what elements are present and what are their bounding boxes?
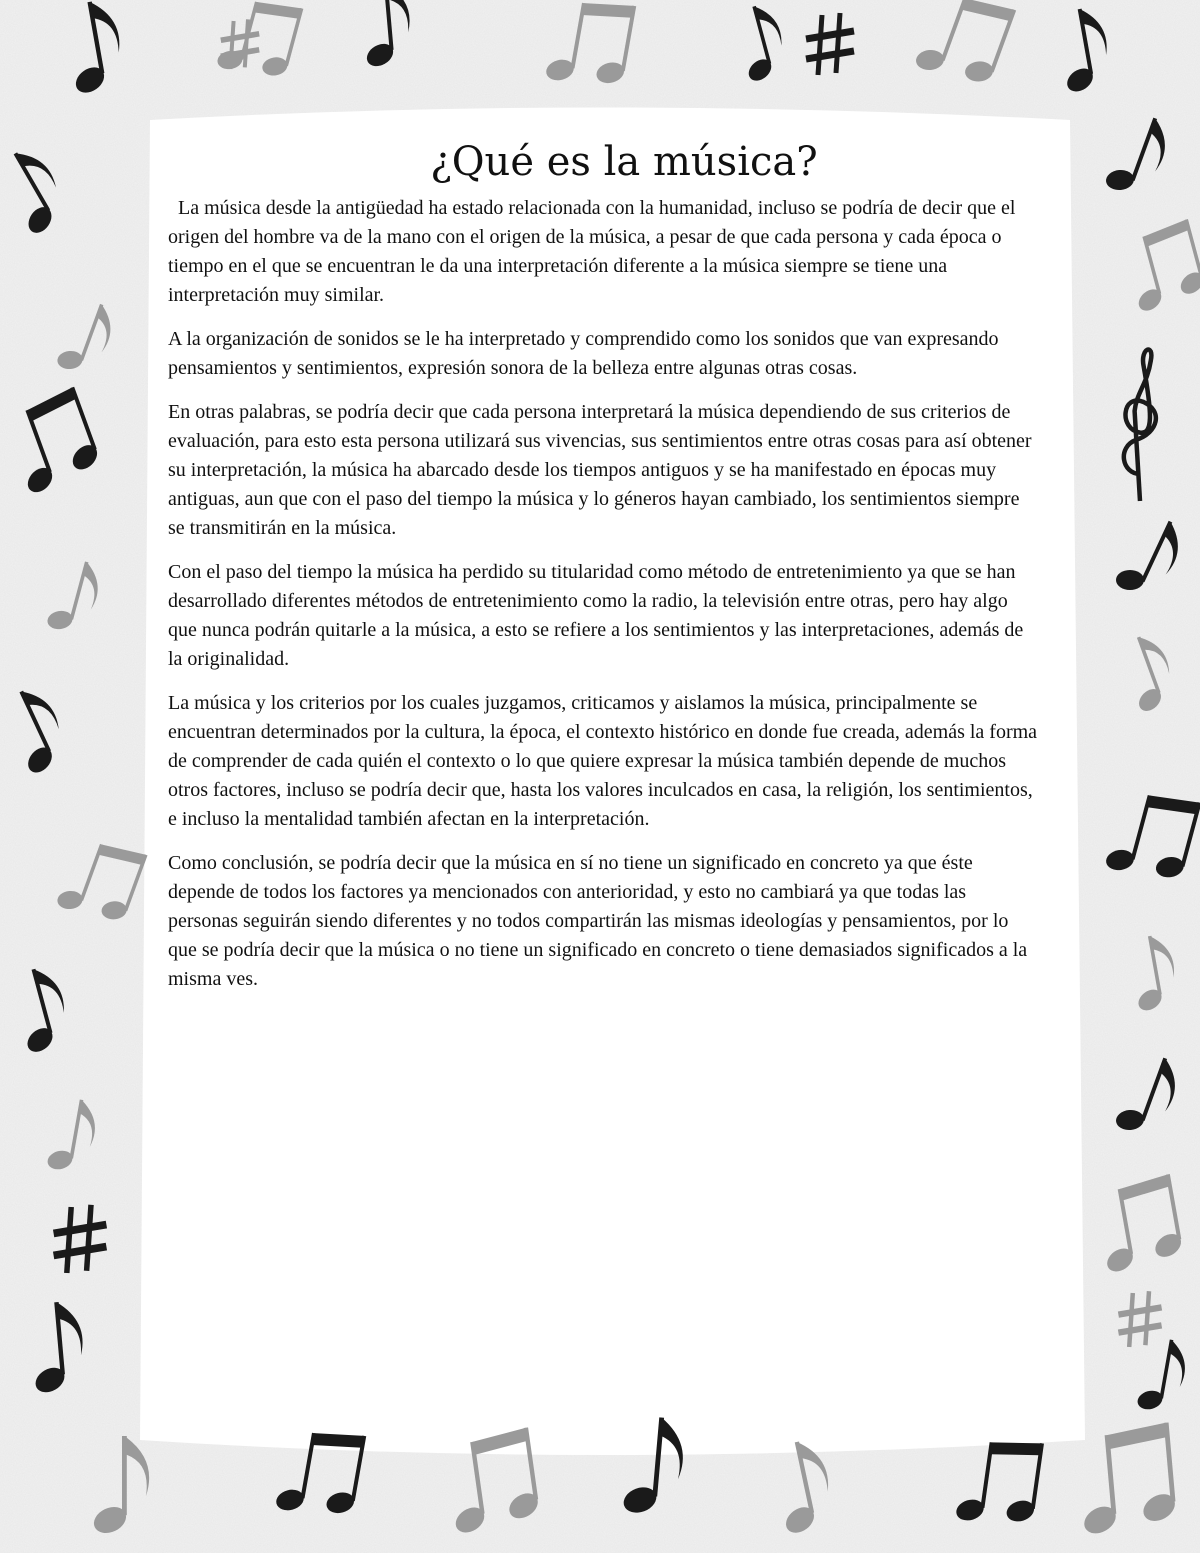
paragraph-interpretation: En otras palabras, se podría decir que cada persona interpretará la música dependiendo de sus criterios de evaluación, para esto esta persona utilizará sus vivencias, sus sentimientos entre otras cosas para así obtener su interpretación, la música ha abarcado desde los tiempos antiguos y se ha manifestado en épocas muy antiguas, aun que con el paso del tiempo la música y lo géneros hayan cambiado, los sentimientos siempre se transmitirán en la música. — [168, 401, 1032, 539]
paragraph-organization: A la organización de sonidos se le ha interpretado y comprendido como los sonidos que van expresando pensamientos y sentimientos, expresión sonora de la belleza entre algunas otras cosas. — [168, 328, 999, 379]
paragraph-intro: La música desde la antigüedad ha estado relacionada con la humanidad, incluso se podría de decir que el origen del hombre va de la mano con el origen de la música, a pesar de que cada persona y cada época o tiempo en el que se encuentran le da una interpretación diferente a la música siempre se tiene una interpretación muy similar. — [168, 197, 1016, 306]
paragraph-conclusion: Como conclusión, se podría decir que la música en sí no tiene un significado en concreto ya que éste depende de todos los factores ya mencionados con anterioridad, y esto no cambiará ya que todas las personas seguirán siendo diferentes y no todos compartirán las mismas ideologías y pensamientos, por lo que se podría decir que la música o no tiene un significado en concreto o tiene demasiados significados a la misma ves. — [168, 852, 1028, 990]
paragraph-criteria: La música y los criterios por los cuales juzgamos, criticamos y aislamos la música, principalmente se encuentran determinados por la cultura, la época, el contexto histórico en donde fue creada, además la forma de comprender de cada quién el contexto o lo que quiere expresar la música también depende de muchos otros factores, incluso se podría decir que, hasta los valores inculcados en casa, la religión, los sentimientos, e incluso la mentalidad también afectan en la interpretación. — [168, 692, 1038, 830]
paragraph-entertainment: Con el paso del tiempo la música ha perdido su titularidad como método de entretenimiento ya que se han desarrollado diferentes métodos de entretenimiento como la radio, la televisión entre otras, pero hay algo que nunca podrán quitarle a la música, a esto se refiere a los sentimientos y las interpretaciones, además de la originalidad. — [168, 561, 1024, 670]
document-title: ¿Qué es la música? — [430, 139, 818, 185]
document-body — [168, 138, 1040, 1009]
